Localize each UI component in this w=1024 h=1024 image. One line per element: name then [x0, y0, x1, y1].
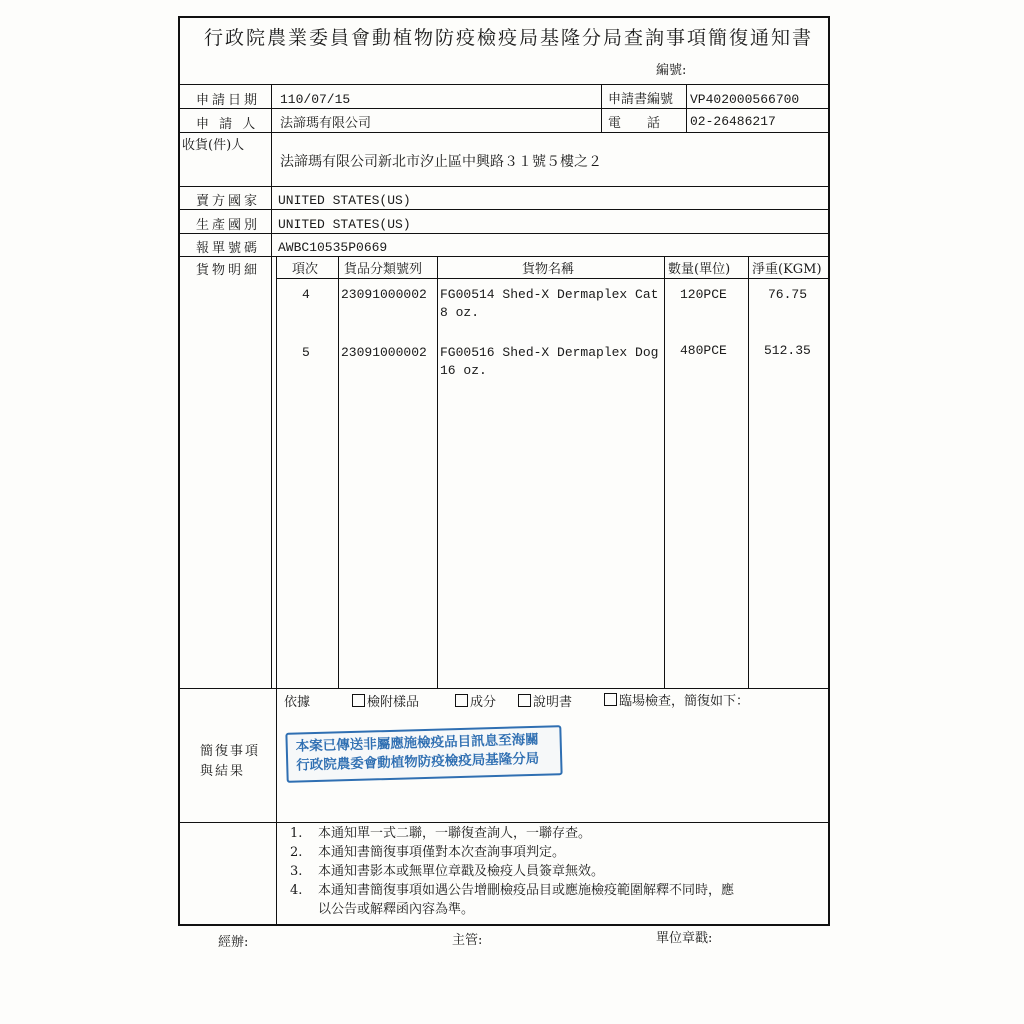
rule	[338, 256, 339, 688]
rule	[271, 84, 272, 688]
rule	[686, 84, 687, 132]
goods-row-name: FG00516 Shed-X Dermaplex Dog	[440, 345, 659, 360]
note-item: 1. 本通知單一式二聯，一聯復查詢人，一聯存查。	[290, 826, 592, 841]
origin-country-value: UNITED STATES(US)	[278, 217, 411, 232]
declaration-no-value: AWBC10535P0669	[278, 240, 388, 255]
rule	[178, 186, 830, 187]
goods-header-code: 貨品分類號列	[344, 262, 423, 277]
goods-row-name: FG00514 Shed-X Dermaplex Cat	[440, 287, 659, 302]
note-item: 3. 本通知書影本或無單位章戳及檢疫人員簽章無效。	[290, 864, 605, 879]
rule	[178, 209, 830, 210]
note-item: 4. 本通知書簡復事項如遇公告增刪檢疫品目或應施檢疫範圍解釋不同時，應	[290, 883, 735, 898]
goods-header-name: 貨物名稱	[522, 262, 575, 277]
basis-option-manual: 說明書	[518, 694, 572, 711]
apply-no-value: VP402000566700	[690, 92, 800, 107]
footer-handler: 經辦:	[218, 935, 249, 950]
seller-country-value: UNITED STATES(US)	[278, 193, 411, 208]
footer-supervisor: 主管:	[452, 933, 483, 948]
consignee-label: 收貨(件)人	[182, 138, 245, 153]
apply-date-label: 申請日期	[196, 93, 261, 108]
origin-country-label: 生產國別	[196, 218, 261, 233]
page-title: 行政院農業委員會動植物防疫檢疫局基隆分局查詢事項簡復通知書	[204, 27, 814, 49]
goods-row-qty: 120PCE	[680, 287, 727, 302]
applicant-label: 申 請 人	[196, 117, 259, 132]
quarantine-stamp	[285, 725, 562, 783]
goods-label: 貨物明細	[196, 263, 261, 278]
checkbox-icon	[604, 693, 617, 706]
rule	[748, 256, 749, 688]
rule	[178, 84, 830, 85]
note-item: 2. 本通知書簡復事項僅對本次查詢事項判定。	[290, 845, 566, 860]
apply-date-value: 110/07/15	[280, 92, 351, 107]
goods-header-item: 項次	[292, 262, 319, 277]
declaration-no-label: 報單號碼	[196, 241, 261, 256]
apply-no-label: 申請書編號	[608, 92, 674, 107]
seller-country-label: 賣方國家	[196, 194, 261, 209]
stamp-line-2: 行政院農委會動植物防疫檢疫局基隆分局	[296, 750, 540, 774]
summary-label: 簡復事項 與結果	[200, 744, 261, 779]
goods-header-qty: 數量(單位)	[668, 262, 731, 277]
rule	[276, 278, 830, 279]
basis-option-sample: 檢附樣品	[352, 694, 419, 711]
rule	[276, 256, 277, 688]
goods-row-qty: 480PCE	[680, 343, 727, 358]
goods-row-name-cont: 8 oz.	[440, 305, 480, 320]
checkbox-icon	[518, 694, 531, 707]
rule	[178, 233, 830, 234]
basis-option-ingredients: 成分	[455, 694, 496, 711]
rule	[664, 256, 665, 688]
checkbox-icon	[455, 694, 468, 707]
goods-row-item: 5	[302, 345, 310, 360]
rule	[437, 256, 438, 688]
notes-list	[290, 824, 830, 919]
phone-value: 02-26486217	[690, 114, 776, 129]
note-item: 以公告或解釋函內容為準。	[318, 902, 475, 917]
serial-label: 編號:	[656, 63, 687, 78]
applicant-value: 法諦瑪有限公司	[280, 116, 372, 131]
rule	[601, 84, 602, 132]
goods-row-weight: 512.35	[764, 343, 811, 358]
rule	[276, 688, 277, 926]
footer-unit-seal: 單位章戳:	[656, 931, 713, 946]
basis-label: 依據	[284, 695, 311, 710]
goods-row-code: 23091000002	[341, 287, 427, 302]
stamp-line-1: 本案已傳送非屬應施檢疫品目訊息至海關	[295, 731, 539, 755]
goods-row-item: 4	[302, 287, 310, 302]
phone-label: 電 話	[608, 116, 661, 131]
rule	[178, 108, 830, 109]
consignee-value: 法諦瑪有限公司新北市汐止區中興路３１號５樓之２	[280, 154, 602, 170]
goods-header-weight: 淨重(KGM)	[752, 262, 822, 277]
goods-row-name-cont: 16 oz.	[440, 363, 487, 378]
basis-option-inspection: 臨場檢查，簡復如下：	[604, 693, 749, 710]
rule	[178, 132, 830, 133]
checkbox-icon	[352, 694, 365, 707]
goods-row-weight: 76.75	[768, 287, 808, 302]
goods-row-code: 23091000002	[341, 345, 427, 360]
